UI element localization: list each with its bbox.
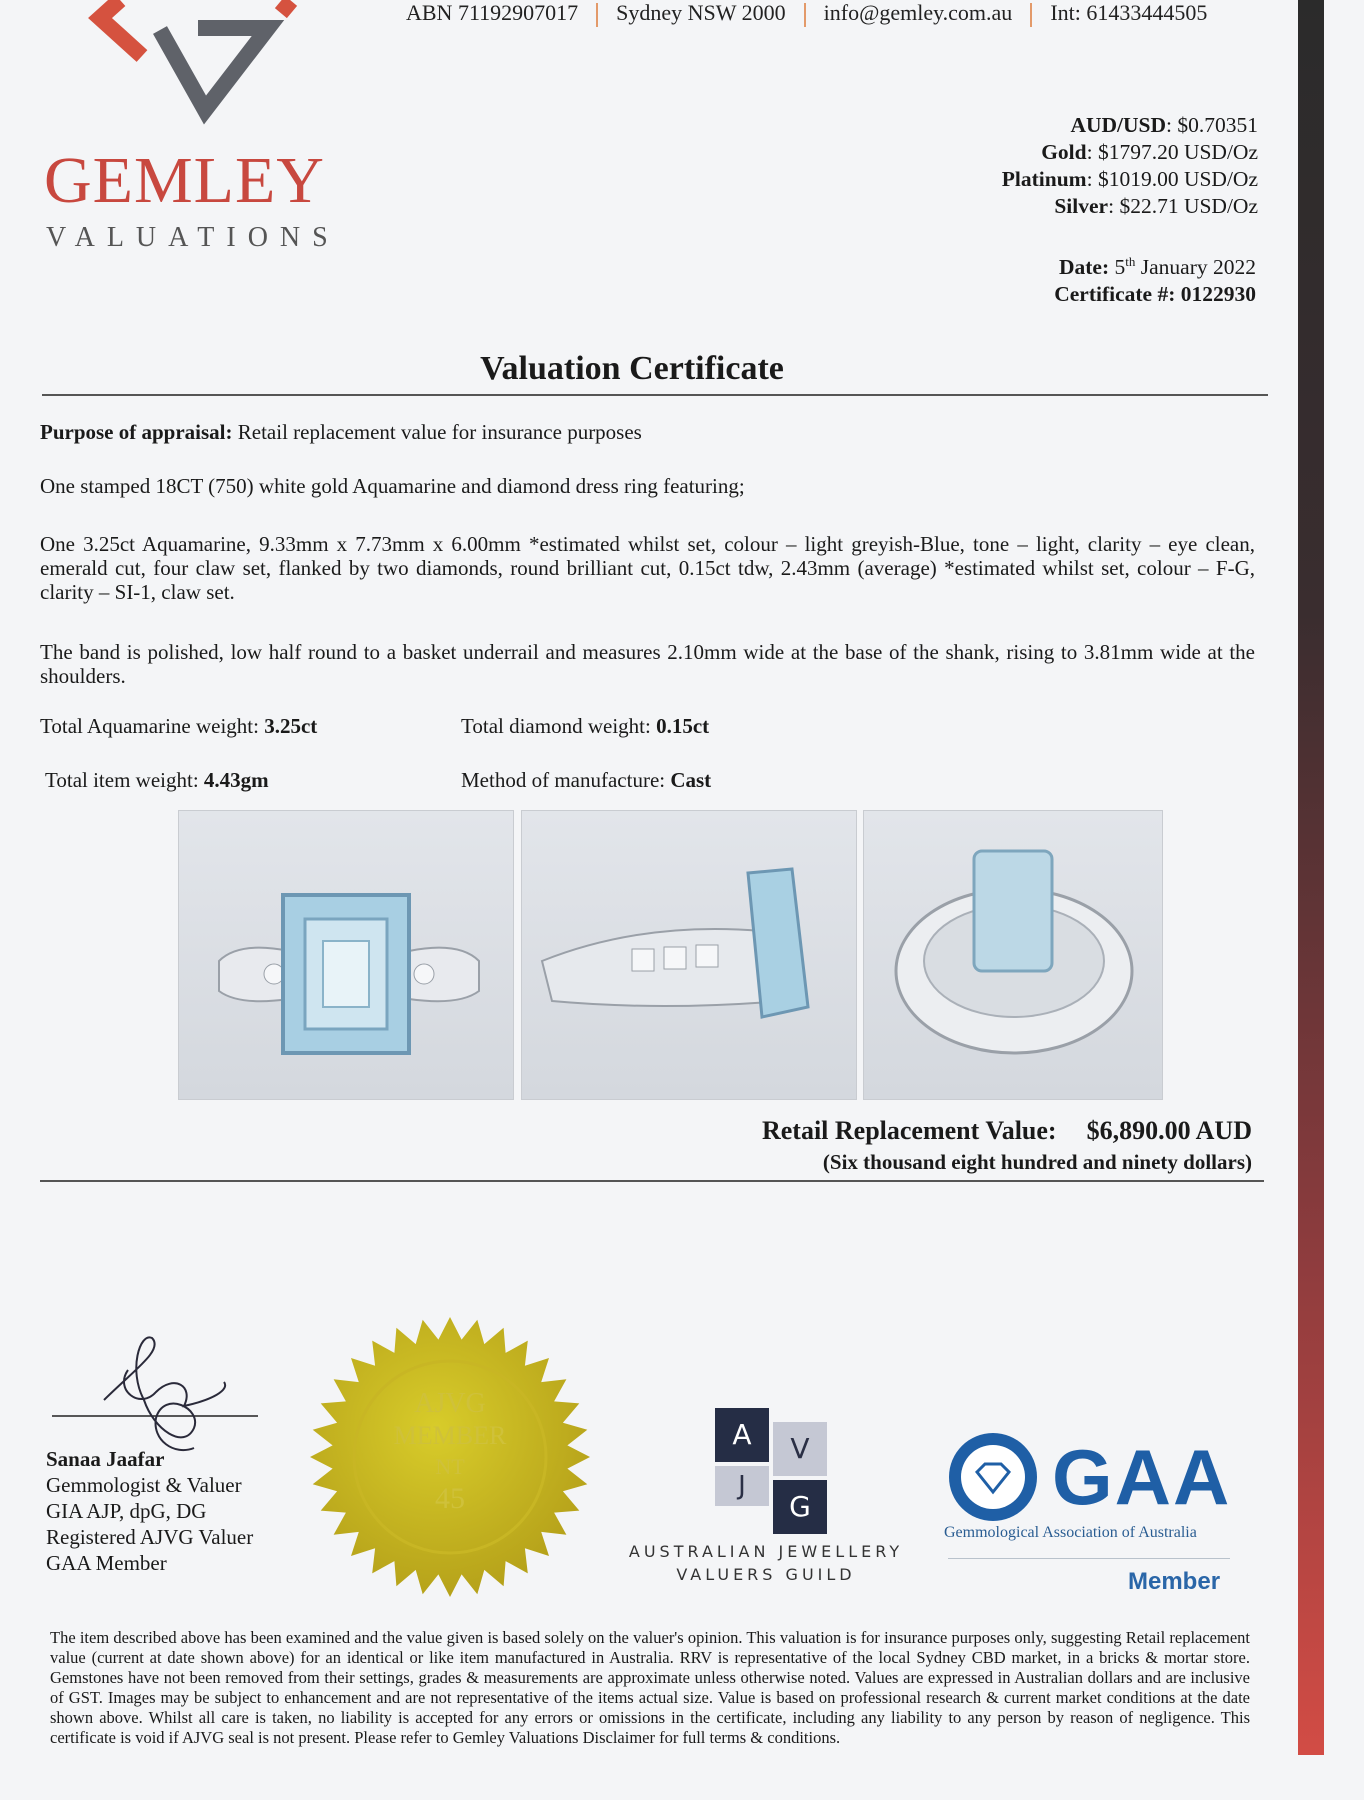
seal-line1: AJVG — [414, 1388, 486, 1419]
valuer-qualifications: GIA AJP, dpG, DG — [46, 1499, 207, 1523]
header-abn: ABN 71192907017 — [406, 0, 579, 25]
side-decorative-bar — [1298, 0, 1324, 1755]
rrv-divider — [40, 1180, 1264, 1182]
header-address: Sydney NSW 2000 — [616, 0, 786, 25]
ajvg-a: A — [715, 1408, 769, 1462]
ajvg-v: V — [773, 1422, 827, 1476]
header-contact-line — [406, 0, 1207, 27]
ring-back-image — [864, 811, 1162, 1099]
logo-name: GEMLEY — [44, 144, 325, 217]
gaa-member-label: Member — [1128, 1568, 1221, 1595]
gaa-full-name: Gemmological Association of Australia — [944, 1524, 1197, 1541]
valuer-name: Sanaa Jaafar — [46, 1447, 165, 1471]
ring-photo-back — [863, 810, 1163, 1100]
ring-photo-side — [521, 810, 857, 1100]
ajvg-g: G — [773, 1480, 827, 1534]
header-phone: Int: 61433444505 — [1050, 0, 1208, 25]
item-summary: One stamped 18CT (750) white gold Aquamarine and diamond dress ring featuring; — [40, 474, 745, 498]
certificate-number: Certificate #: 0122930 — [1054, 282, 1256, 307]
ring-side-image — [522, 811, 856, 1099]
header-email: info@gemley.com.au — [823, 0, 1013, 25]
band-description: The band is polished, low half round to a basket underrail and measures 2.10mm wide at the base of the shank, rising to 3.81mm wide at the shoulders. — [40, 640, 1255, 688]
gaa-emblem-icon — [946, 1430, 1040, 1524]
valuer-registration: Registered AJVG Valuer — [46, 1525, 254, 1549]
stone-description: One 3.25ct Aquamarine, 9.33mm x 7.73mm x 6.00mm *estimated whilst set, colour – light greyish-Blue, tone – light, clarity – eye clean, emerald cut, four claw set, flanked by two diamonds, round brilliant cut, 0.15ct tdw, 2.43mm (average) *estimated whilst set, colour – F-G, clarity – SI-1, claw set. — [40, 532, 1255, 604]
logo-subtitle: VALUATIONS — [46, 222, 340, 253]
gaa-abbreviation: GAA — [1052, 1433, 1232, 1521]
ajvg-caption — [610, 1542, 922, 1584]
rrv-in-words: (Six thousand eight hundred and ninety dollars) — [822, 1150, 1252, 1174]
gemley-logo-icon — [80, 0, 340, 125]
certificate-meta — [1054, 248, 1256, 308]
ajvg-seal-icon — [300, 1312, 600, 1602]
valuer-membership: GAA Member — [46, 1551, 167, 1575]
disclaimer: The item described above has been examined and the value given is based solely on the valuer's opinion. This valuation is for insurance purposes only, suggesting Retail replacement value (current at date shown above) for an identical or like item manufactured in Australia. RRV is representative of the local Sydney CBD market, in a bricks & mortar store. Gemstones have not been removed from their settings, grades & measurements are approximate unless otherwise noted. Values are expressed in Australian dollars and are inclusive of GST. Images may be subject to enhancement and are not representative of the items actual size. Value is based on professional research & current market conditions at the date shown above. Whilst all care is taken, no liability is accepted for any errors or omissions in the certificate, including any liability to any person by reason of negligence. This certificate is void if AJVG seal is not present. Please refer to Gemley Valuations Disclaimer for full terms & conditions. — [50, 1628, 1250, 1747]
total-aquamarine-weight: Total Aquamarine weight: 3.25ct — [40, 714, 318, 738]
valuer-signature-icon — [44, 1330, 274, 1458]
ajvg-caption-line1: AUSTRALIAN JEWELLERY — [628, 1542, 904, 1561]
ajvg-caption-line2: VALUERS GUILD — [676, 1565, 856, 1584]
title-divider — [42, 394, 1268, 396]
rate-platinum: Platinum: $1019.00 USD/Oz — [1001, 167, 1258, 191]
rrv-amount: $6,890.00 AUD — [1086, 1116, 1252, 1145]
rate-aud: AUD/USD: $0.70351 — [1070, 113, 1258, 137]
certificate-date: Date: 5th January 2022 — [1058, 254, 1256, 280]
seal-line2: MEMBER — [393, 1421, 507, 1450]
rate-gold: Gold: $1797.20 USD/Oz — [1041, 140, 1258, 164]
seal-line3: NT — [435, 1454, 465, 1479]
rate-silver: Silver: $22.71 USD/Oz — [1054, 194, 1258, 218]
ring-photo-front — [178, 810, 514, 1100]
purpose-of-appraisal: Purpose of appraisal: Retail replacement value for insurance purposes — [40, 420, 642, 444]
seal-line4: 45 — [435, 1482, 465, 1515]
metal-rates — [1002, 112, 1258, 220]
page-title: Valuation Certificate — [480, 350, 784, 387]
retail-replacement-value: Retail Replacement Value: $6,890.00 AUD — [761, 1116, 1252, 1145]
total-diamond-weight: Total diamond weight: 0.15ct — [461, 714, 710, 738]
ajvg-j: J — [715, 1466, 769, 1506]
ring-front-image — [179, 811, 513, 1099]
ajvg-logo — [715, 1408, 827, 1523]
gaa-divider — [948, 1558, 1230, 1559]
method-of-manufacture: Method of manufacture: Cast — [461, 768, 712, 792]
valuer-details — [46, 1446, 253, 1576]
valuer-role: Gemmologist & Valuer — [46, 1473, 242, 1497]
total-item-weight: Total item weight: 4.43gm — [45, 768, 269, 792]
